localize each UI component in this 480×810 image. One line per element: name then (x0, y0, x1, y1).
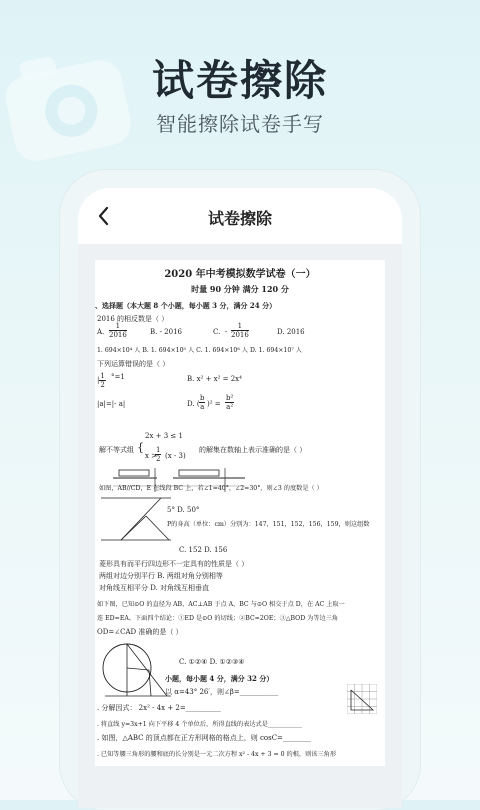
question-line: . 已知等腰三角形的腰和底的长分别是一元二次方程 x² - 4x + 3 = 0 的根，则该三角形 (97, 751, 337, 758)
question-line: . 将直线 y=3x+1 向下平移 4 个单位后，所得直线的表达式是___________ (97, 721, 302, 728)
fraction (109, 322, 127, 339)
inequality-1: 2x + 3 ≤ 1 (145, 432, 183, 440)
frac-num: 1 (231, 322, 249, 331)
option-d: D. 2016 (277, 328, 305, 336)
question-line: OD=∠CAD 准确的是（ ） (97, 628, 183, 636)
paper-meta: 时量 90 分钟 满分 120 分 (191, 284, 289, 294)
fraction (231, 322, 249, 339)
option-c: |a|=|- a| (97, 400, 126, 408)
option-line: 5° D. 50° (167, 506, 200, 514)
nav-bar (78, 188, 402, 244)
fraction: | $\frac{1}{2}$ (97, 372, 105, 389)
exam-paper-preview (95, 260, 385, 766)
geometry-figure (101, 494, 171, 544)
question-line: 连 ED=EA。下面四个结论：①ED 是⊙O 的切线；②BC=2OE；③△BOD 为等边三角 (97, 615, 339, 622)
option-b: B. x² + x² = 2x⁴ (187, 375, 242, 383)
question-line: 以 α=43° 26′，则∠β=___________ (165, 688, 279, 696)
frac-num: 1 (100, 372, 105, 380)
question-line: 如下图，已知⊙O 的直径为 AB，AC⊥AB 于点 A，BC 与⊙O 相交于点 D，在 AC 上取一 (97, 601, 345, 608)
option-line: 两组对边分别平行 B. 两组对角分别相等 (99, 572, 223, 580)
math-expression: °=1 (111, 373, 125, 381)
frac-num: b² (226, 394, 234, 402)
section-heading: 小题，每小题 4 分，满分 32 分） (165, 674, 274, 683)
fraction (225, 394, 234, 411)
fraction (199, 394, 205, 411)
question-line: 菱形具有而平行四边形不一定具有的性质是（ ） (99, 560, 249, 568)
question-line: 如图，AB//CD，E 在线段 BC 上，若∠1=40°，∠2=30°，则∠3 的度数是（ ） (99, 485, 323, 492)
frac-den: 2 (156, 455, 161, 463)
grid-figure (347, 684, 377, 714)
frac-num: 1 (156, 446, 161, 454)
option-b: B. - 2016 (150, 328, 182, 336)
option-line: 对角线互相平分 D. 对角线互相垂直 (99, 584, 210, 592)
fraction (155, 446, 161, 463)
question-line: . 分解因式： 2x² - 4x + 2=__________ (97, 704, 221, 712)
frac-den: 2 (100, 381, 105, 389)
hero-title: 试卷擦除 (151, 56, 328, 105)
option-d: D. ( (187, 400, 200, 408)
option-c: C. (213, 328, 221, 336)
section-heading: 、选择题（本大题 8 个小题，每小题 3 分，满分 24 分） (95, 301, 277, 310)
question-line: P的身高（单位：cm）分别为：147，151，152，156，159，则这组数 (167, 521, 370, 528)
option-line: C. 152 D. 156 (179, 546, 228, 554)
inequality-2-rhs: (x - 3) (165, 452, 186, 460)
minus-sign: - (225, 328, 228, 336)
question-line: . 如图，△ABC 的顶点都在正方形网格的格点上，则 cosC=________ (97, 734, 311, 742)
circle-figure (101, 638, 173, 702)
question-line: 2016 的相反数是（ ） (97, 315, 169, 323)
frac-den: 2016 (109, 331, 127, 339)
question-line: 解不等式组 (99, 446, 134, 454)
phone-screen (78, 188, 402, 808)
question-line: 1. 694×10⁴ 人 B. 1. 694×10⁵ 人 C. 1. 694×10⁶ 人 D. 1. 694×10⁷ 人 (97, 347, 302, 354)
brace: { (137, 441, 144, 454)
math-expression: )² = (207, 400, 221, 408)
hero-subtitle: 智能擦除试卷手写 (156, 112, 324, 136)
frac-den: 2016 (231, 331, 249, 339)
frac-num: b (200, 394, 205, 402)
inequality-2-lhs: x > (145, 452, 158, 460)
frac-den: a (200, 403, 205, 411)
option-a: A. (97, 328, 105, 336)
question-line: 的解集在数轴上表示准确的是（ ） (199, 446, 307, 454)
frac-den: a² (226, 403, 234, 411)
nav-title: 试卷擦除 (207, 209, 272, 228)
option-line: C. ①②④ D. ①②③④ (179, 658, 245, 666)
paper-title: 2020 年中考模拟数学试卷（一） (164, 269, 316, 280)
frac-num: 1 (109, 322, 127, 331)
question-line: 下列运算错误的是（ ） (97, 360, 170, 368)
